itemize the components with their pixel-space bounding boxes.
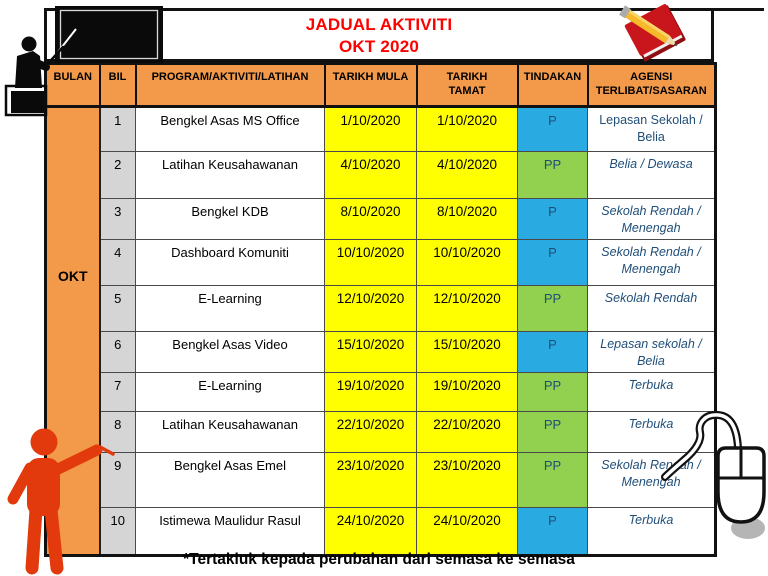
tindakan-cell: P: [518, 199, 588, 240]
table-row: [46, 373, 716, 412]
program-cell: Istimewa Maulidur Rasul: [136, 508, 325, 556]
agensi-cell: Sekolah Rendah / Menengah: [588, 199, 716, 240]
tindakan-cell: PP: [518, 286, 588, 332]
tarikh-tamat-cell: 10/10/2020: [417, 240, 518, 286]
program-cell: E-Learning: [136, 373, 325, 412]
program-cell: Latihan Keusahawanan: [136, 152, 325, 199]
agensi-cell: Lepasan Sekolah / Belia: [588, 107, 716, 152]
bil-cell: 2: [100, 152, 136, 199]
tarikh-tamat-cell: 12/10/2020: [417, 286, 518, 332]
bil-cell: 3: [100, 199, 136, 240]
tarikh-mula-cell: 19/10/2020: [325, 373, 417, 412]
bil-cell: 7: [100, 373, 136, 412]
tindakan-cell: PP: [518, 373, 588, 412]
tarikh-tamat-cell: 22/10/2020: [417, 412, 518, 453]
computer-mouse-icon: [640, 400, 768, 550]
tarikh-mula-cell: 4/10/2020: [325, 152, 417, 199]
bil-cell: 9: [100, 453, 136, 508]
tarikh-mula-cell: 8/10/2020: [325, 199, 417, 240]
agensi-cell: Terbuka: [588, 373, 716, 412]
bil-cell: 5: [100, 286, 136, 332]
tindakan-cell: PP: [518, 412, 588, 453]
bil-cell: 10: [100, 508, 136, 556]
header-tarikh-tamat: TARIKH TAMAT: [417, 64, 518, 107]
program-cell: E-Learning: [136, 286, 325, 332]
teacher-blackboard-icon: [0, 0, 180, 122]
tarikh-tamat-cell: 4/10/2020: [417, 152, 518, 199]
tindakan-cell: P: [518, 332, 588, 373]
program-cell: Bengkel Asas Video: [136, 332, 325, 373]
tarikh-tamat-cell: 23/10/2020: [417, 453, 518, 508]
table-row: [46, 199, 716, 240]
tarikh-mula-cell: 1/10/2020: [325, 107, 417, 152]
presenter-figure-icon: [0, 420, 130, 576]
tarikh-mula-cell: 10/10/2020: [325, 240, 417, 286]
month-cell: OKT: [46, 107, 100, 556]
tarikh-tamat-cell: 24/10/2020: [417, 508, 518, 556]
bil-cell: 4: [100, 240, 136, 286]
agensi-cell: Lepasan sekolah / Belia: [588, 332, 716, 373]
page-subtitle: OKT 2020: [338, 37, 420, 56]
header-tindakan: TINDAKAN: [518, 64, 588, 107]
program-cell: Latihan Keusahawanan: [136, 412, 325, 453]
tarikh-tamat-cell: 1/10/2020: [417, 107, 518, 152]
bil-cell: 8: [100, 412, 136, 453]
table-row: [46, 508, 716, 556]
tindakan-cell: P: [518, 107, 588, 152]
table-row: [46, 453, 716, 508]
agensi-cell: Sekolah Rendah / Menengah: [588, 453, 716, 508]
book-pencil-icon: [612, 0, 707, 68]
table-row: [46, 152, 716, 199]
tindakan-cell: P: [518, 240, 588, 286]
header-bil: BIL: [100, 64, 136, 107]
tarikh-tamat-cell: 19/10/2020: [417, 373, 518, 412]
activity-table: [44, 62, 717, 557]
header-tarikh-mula: TARIKH MULA: [325, 64, 417, 107]
footer-note: *Tertakluk kepada perubahan dari semasa ke semasa: [183, 551, 575, 568]
tarikh-mula-cell: 24/10/2020: [325, 508, 417, 556]
agensi-cell: Terbuka: [588, 412, 716, 453]
program-cell: Bengkel Asas MS Office: [136, 107, 325, 152]
tarikh-mula-cell: 22/10/2020: [325, 412, 417, 453]
header-agensi: AGENSI TERLIBAT/SASARAN: [588, 64, 716, 107]
tindakan-cell: PP: [518, 453, 588, 508]
tarikh-mula-cell: 15/10/2020: [325, 332, 417, 373]
table-row: [46, 286, 716, 332]
program-cell: Dashboard Komuniti: [136, 240, 325, 286]
table-row: [46, 332, 716, 373]
header-program: PROGRAM/AKTIVITI/LATIHAN: [136, 64, 325, 107]
program-cell: Bengkel Asas Emel: [136, 453, 325, 508]
header-bulan: BULAN: [46, 64, 100, 107]
bil-cell: 6: [100, 332, 136, 373]
program-cell: Bengkel KDB: [136, 199, 325, 240]
table-row: [46, 412, 716, 453]
bil-cell: 1: [100, 107, 136, 152]
agensi-cell: Belia / Dewasa: [588, 152, 716, 199]
agensi-cell: Sekolah Rendah: [588, 286, 716, 332]
tindakan-cell: PP: [518, 152, 588, 199]
agensi-cell: Sekolah Rendah / Menengah: [588, 240, 716, 286]
tarikh-tamat-cell: 8/10/2020: [417, 199, 518, 240]
page-title: JADUAL AKTIVITI: [305, 15, 453, 34]
tarikh-tamat-cell: 15/10/2020: [417, 332, 518, 373]
tindakan-cell: P: [518, 508, 588, 556]
tarikh-mula-cell: 12/10/2020: [325, 286, 417, 332]
agensi-cell: Terbuka: [588, 508, 716, 556]
table-row: [46, 240, 716, 286]
tarikh-mula-cell: 23/10/2020: [325, 453, 417, 508]
